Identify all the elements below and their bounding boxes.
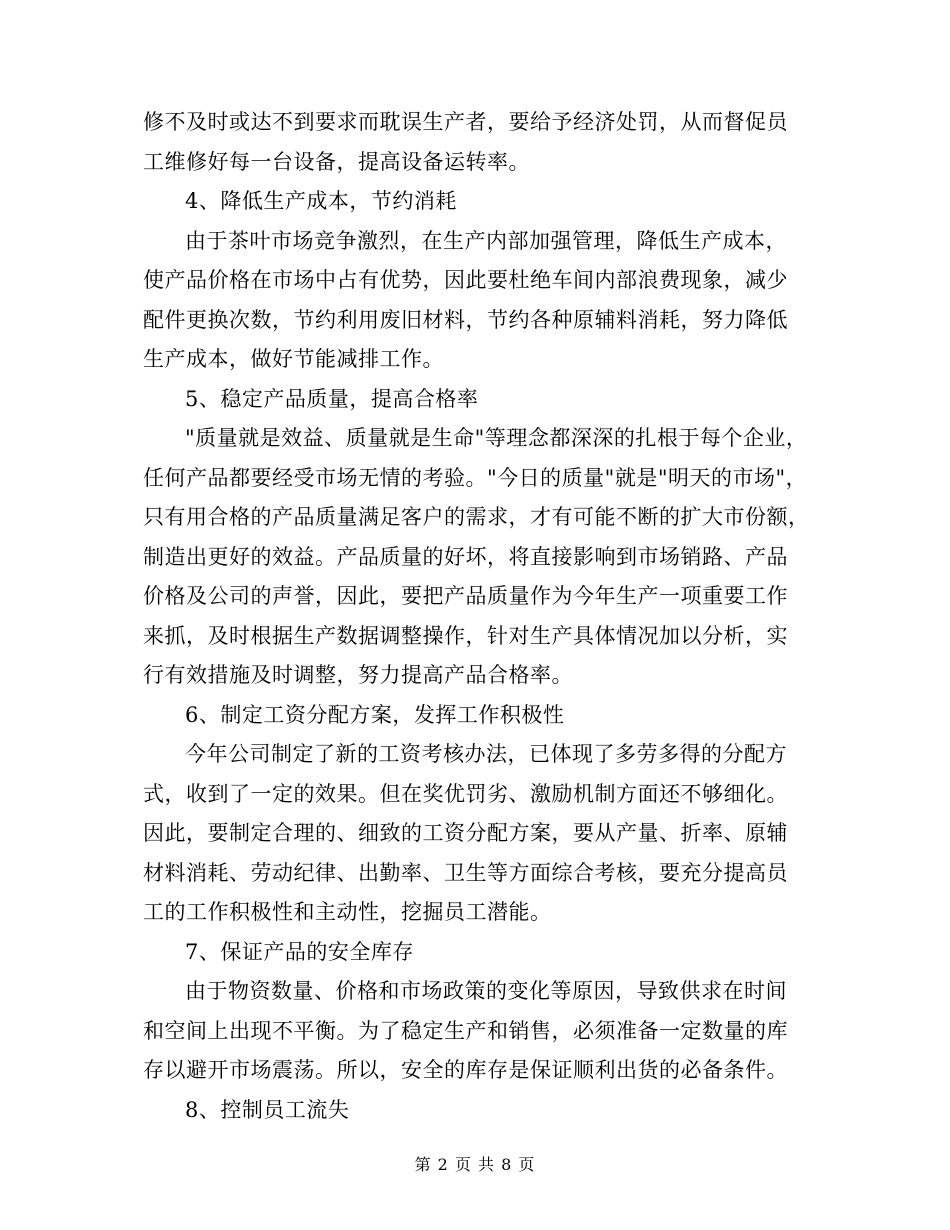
text-line: 价格及公司的声誉，因此，要把产品质量作为今年生产一项重要工作 (143, 584, 788, 608)
text-line: 和空间上出现不平衡。为了稳定生产和销售，必须准备一定数量的库 (143, 1018, 788, 1043)
text-line: 制造出更好的效益。产品质量的好坏，将直接影响到市场销路、产品 (143, 544, 788, 569)
section-heading-6: 6、制定工资分配方案，发挥工作积极性 (185, 702, 565, 727)
text-line: "质量就是效益、质量就是生命"等理念都深深的扎根于每个企业， (185, 426, 808, 450)
section-heading-8: 8、控制员工流失 (185, 1097, 350, 1122)
document-body (143, 103, 811, 1130)
section-heading-4: 4、降低生产成本，节约消耗 (185, 189, 457, 213)
text-line: 来抓，及时根据生产数据调整操作，针对生产具体情况加以分析，实 (143, 623, 788, 648)
text-line: 工的工作积极性和主动性，挖掘员工潜能。 (143, 900, 552, 924)
page-number-footer: 第 2 页 共 8 页 (414, 1155, 536, 1174)
text-line: 行有效措施及时调整，努力提高产品合格率。 (143, 663, 573, 687)
text-line: 只有用合格的产品质量满足客户的需求，才有可能不断的扩大市份额， (143, 505, 810, 529)
text-line: 任何产品都要经受市场无情的考验。"今日的质量"就是"明天的市场"， (143, 465, 808, 490)
text-line: 由于茶叶市场竞争激烈，在生产内部加强管理，降低生产成本， (185, 228, 787, 253)
text-line: 修不及时或达不到要求而耽误生产者，要给予经济处罚，从而督促员 (143, 110, 788, 134)
text-line: 材料消耗、劳动纪律、出勤率、卫生等方面综合考核，要充分提高员 (143, 860, 788, 885)
text-line: 因此，要制定合理的、细致的工资分配方案，要从产量、折率、原辅 (143, 821, 788, 845)
text-line: 存以避开市场震荡。所以，安全的库存是保证顺利出货的必备条件。 (143, 1058, 788, 1082)
text-line: 使产品价格在市场中占有优势，因此要杜绝车间内部浪费现象，减少 (143, 268, 788, 292)
text-line: 生产成本，做好节能减排工作。 (143, 347, 444, 371)
section-heading-5: 5、稳定产品质量，提高合格率 (185, 386, 479, 411)
section-heading-7: 7、保证产品的安全库存 (185, 939, 414, 964)
text-line: 今年公司制定了新的工资考核办法，已体现了多劳多得的分配方 (185, 742, 787, 766)
text-line: 由于物资数量、价格和市场政策的变化等原因，导致供求在时间 (185, 979, 787, 1003)
text-line: 配件更换次数，节约利用废旧材料，节约各种原辅料消耗，努力降低 (143, 307, 788, 332)
text-line: 式，收到了一定的效果。但在奖优罚劣、激励机制方面还不够细化。 (143, 781, 788, 806)
text-line: 工维修好每一台设备，提高设备运转率。 (143, 149, 530, 174)
